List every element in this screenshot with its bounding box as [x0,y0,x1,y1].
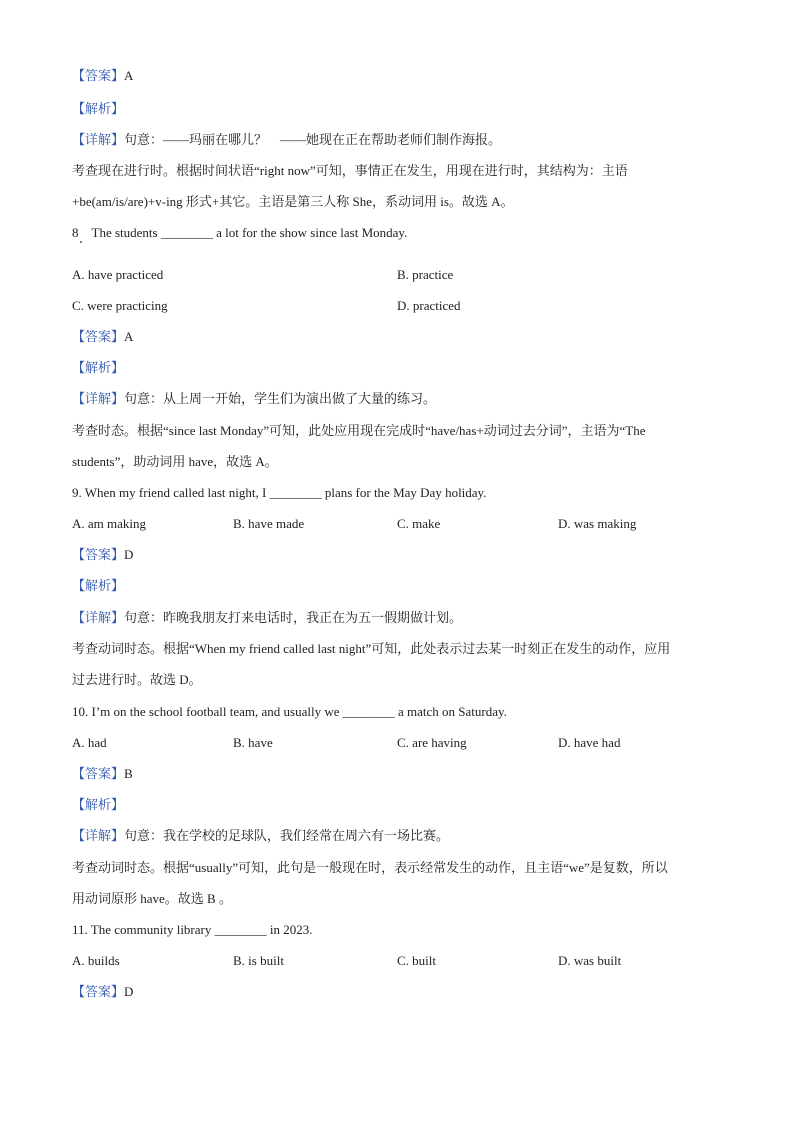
detail-text: 句意：——玛丽在哪儿？ ——她现在正在帮助老师们制作海报。 [124,132,502,147]
option-q9-b: B. have made [233,516,305,531]
detail-text: 句意：从上周一开始，学生们为演出做了大量的练习。 [124,391,437,406]
detail-q7-line3: +be(am/is/are)+v-ing 形式+其它。主语是第三人称 She，系动词用 is。故选 A。 [72,194,514,209]
option-q8-b: B. practice [397,267,454,282]
answer-value: A [124,68,134,83]
option-q11-d: D. was built [558,953,622,968]
answer-value: D [124,547,134,562]
question-10: 10. I’m on the school football team, and usually we ________ a match on Saturday. [72,704,507,719]
answer-value: A [124,329,134,344]
detail-q7 [72,131,501,149]
answer-q10 [72,765,133,783]
question-9: 9. When my friend called last night, I ________ plans for the May Day holiday. [72,485,487,500]
option-q11-c: C. built [397,953,437,968]
explanation-heading: 【解析】 [72,101,125,116]
detail-q9-line3: 过去进行时。故选 D。 [72,672,202,687]
option-q9-c: C. make [397,516,441,531]
answer-label: 【答案】 [72,68,125,83]
detail-text: 句意：昨晚我朋友打来电话时，我正在为五一假期做计划。 [124,610,463,625]
question-8: 8 The students ________ a lot for the show since last Monday. [72,225,408,240]
stray-dot [80,241,82,243]
detail-q8 [72,390,436,408]
detail-label: 【详解】 [72,132,125,147]
detail-label: 【详解】 [72,610,125,625]
detail-label: 【详解】 [72,391,125,406]
option-q9-a: A. am making [72,516,147,531]
detail-q7-line2: 考查现在进行时。根据时间状语“right now”可知，事情正在发生，用现在进行时，其结构为：主语 [72,163,628,178]
option-q8-c: C. were practicing [72,298,168,313]
answer-q11 [72,983,133,1001]
detail-q9-line2: 考查动词时态。根据“When my friend called last night”可知，此处表示过去某一时刻正在发生的动作，应用 [72,641,671,656]
answer-q7 [72,67,133,85]
explanation-heading: 【解析】 [72,578,125,593]
option-q10-b: B. have [233,735,273,750]
option-q10-d: D. have had [558,735,621,750]
answer-value: B [124,766,133,781]
detail-q10-line3: 用动词原形 have。故选 B 。 [72,891,232,906]
option-q11-b: B. is built [233,953,284,968]
explanation-heading: 【解析】 [72,360,125,375]
answer-value: D [124,984,134,999]
detail-q8-line3: students”，助动词用 have，故选 A。 [72,454,278,469]
option-q8-a: A. have practiced [72,267,164,282]
detail-q8-line2: 考查时态。根据“since last Monday”可知，此处应用现在完成时“have/has+动词过去分词”，主语为“The [72,423,646,438]
detail-text: 句意：我在学校的足球队，我们经常在周六有一场比赛。 [124,828,450,843]
question-11: 11. The community library ________ in 2023. [72,922,313,937]
answer-label: 【答案】 [72,547,125,562]
option-q11-a: A. builds [72,953,120,968]
option-q8-d: D. practiced [397,298,461,313]
answer-q9 [72,546,133,564]
option-q9-d: D. was making [558,516,637,531]
detail-q9 [72,609,462,627]
detail-label: 【详解】 [72,828,125,843]
detail-q10 [72,827,449,845]
answer-q8 [72,328,133,346]
detail-q10-line2: 考查动词时态。根据“usually”可知，此句是一般现在时，表示经常发生的动作，且主语“we”是复数，所以 [72,860,668,875]
option-q10-c: C. are having [397,735,467,750]
explanation-heading: 【解析】 [72,797,125,812]
answer-label: 【答案】 [72,329,125,344]
answer-label: 【答案】 [72,766,125,781]
option-q10-a: A. had [72,735,107,750]
answer-label: 【答案】 [72,984,125,999]
